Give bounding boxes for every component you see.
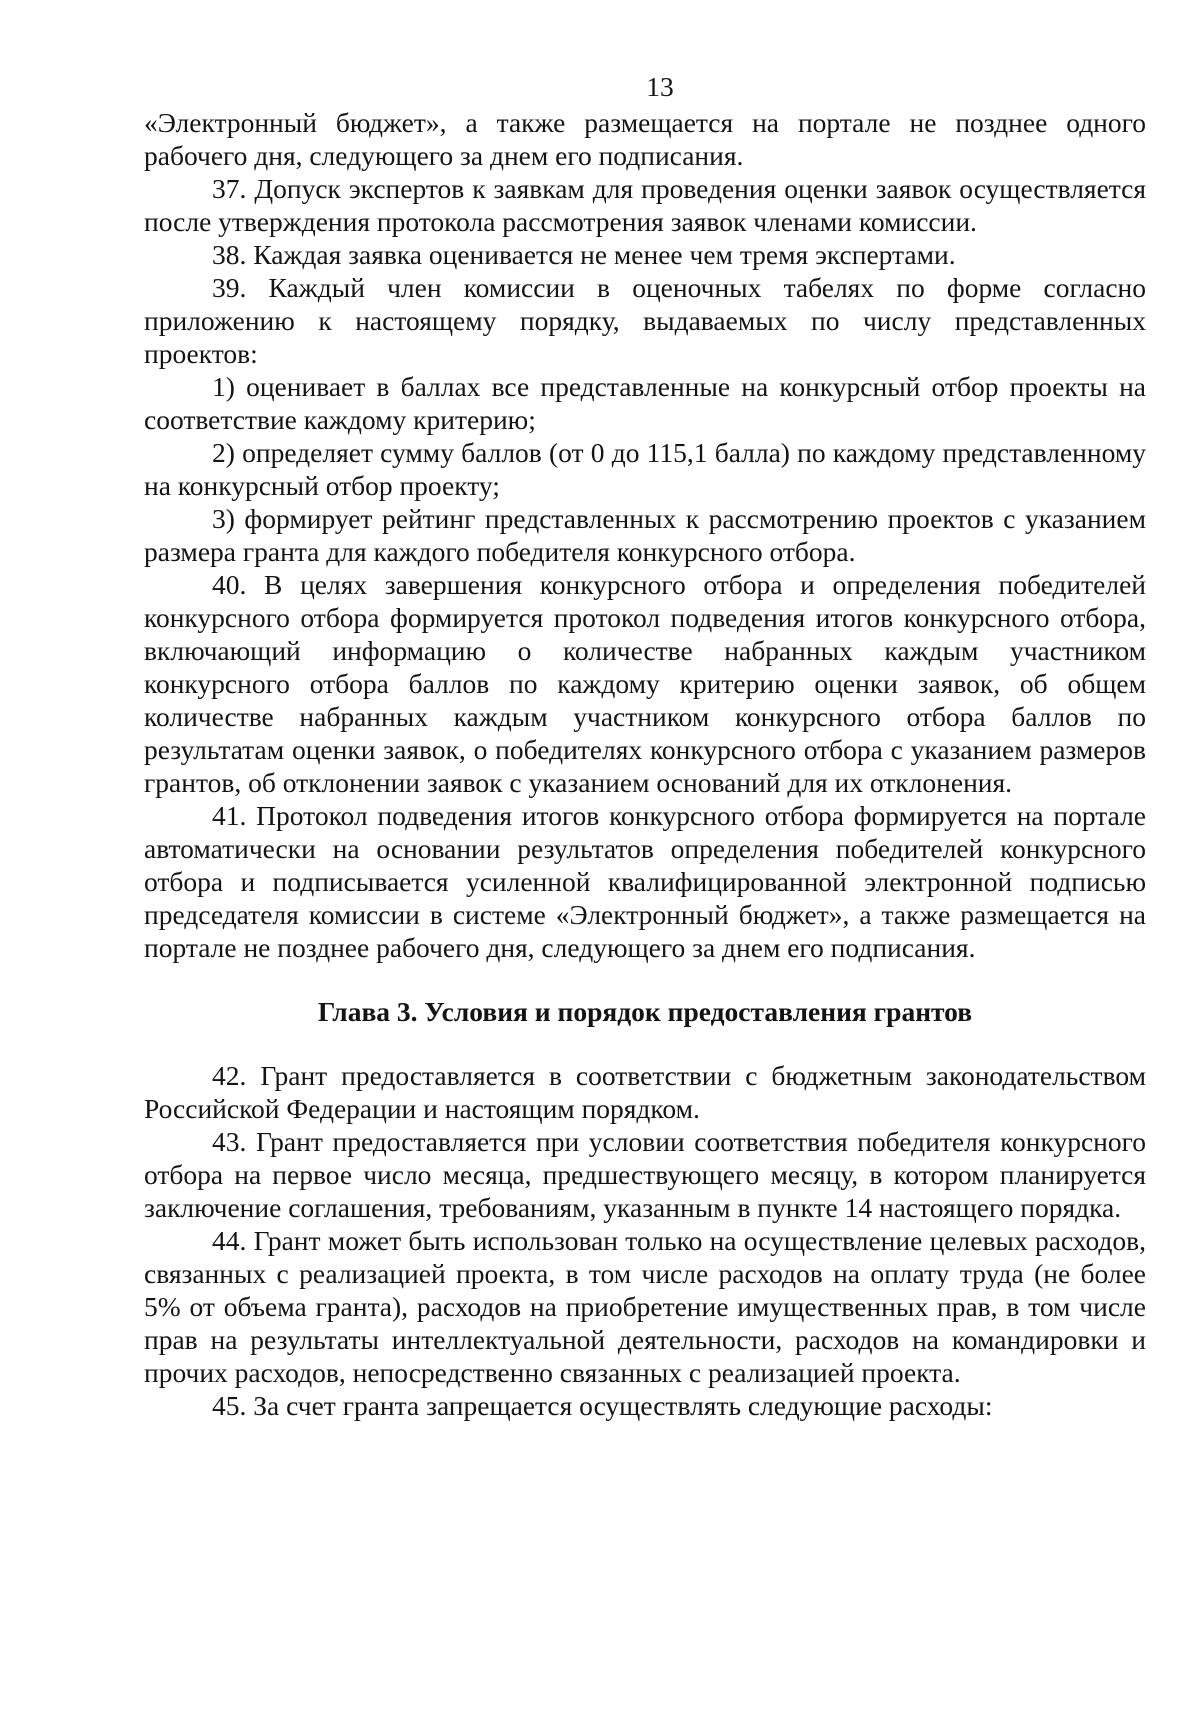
paragraph-42: 42. Грант предоставляется в соответствии с бюджетным законодательством Российской Федерации и настоящим порядком. (144, 1060, 1146, 1124)
page-number: 13 (646, 71, 674, 102)
paragraph-39: 39. Каждый член комиссии в оценочных табелях по форме согласно приложению к настоящему порядку, выдаваемых по числу представленных проектов: (144, 272, 1146, 369)
paragraph-40: 40. В целях завершения конкурсного отбора и определения победителей конкурсного отбора формируется протокол подведения итогов конкурсного отбора, включающий информацию о количестве набранных каждым участником конкурсного отбора баллов по каждому критерию оценки заявок, об общем количестве набранных каждым участником конкурсного отбора баллов по результатам оценки заявок, о победителях конкурсного отбора с указанием размеров грантов, об отклонении заявок с указанием оснований для их отклонения. (144, 569, 1146, 798)
paragraph-37: 37. Допуск экспертов к заявкам для проведения оценки заявок осуществляется после утверждения протокола рассмотрения заявок членами комиссии. (144, 173, 1146, 237)
paragraph-44: 44. Грант может быть использован только на осуществление целевых расходов, связанных с реализацией проекта, в том числе расходов на оплату труда (не более 5% от объема гранта), расходов на приобретение имущественных прав, в том числе прав на результаты интеллектуальной деятельности, расходов на командировки и прочих расходов, непосредственно связанных с реализацией проекта. (144, 1225, 1146, 1388)
section-after-heading (144, 1059, 1146, 1422)
paragraph-36-continuation: «Электронный бюджет», а также размещается на портале не позднее одного рабочего дня, следующего за днем его подписания. (144, 107, 1146, 171)
paragraph-43: 43. Грант предоставляется при условии соответствия победителя конкурсного отбора на первое число месяца, предшествующего месяцу, в котором планируется заключение соглашения, требованиям, указанным в пункте 14 настоящего порядка. (144, 1126, 1146, 1223)
section-before-heading (144, 106, 1146, 964)
chapter-heading: Глава 3. Условия и порядок предоставления грантов (317, 996, 973, 1027)
paragraph-39-item-2: 2) определяет сумму баллов (от 0 до 115,1 балла) по каждому представленному на конкурсный отбор проекту; (144, 437, 1146, 501)
paragraph-39-item-1: 1) оценивает в баллах все представленные на конкурсный отбор проекты на соответствие каждому критерию; (144, 371, 1146, 435)
paragraph-38: 38. Каждая заявка оценивается не менее чем тремя экспертами. (212, 239, 956, 270)
paragraph-45: 45. За счет гранта запрещается осуществлять следующие расходы: (212, 1390, 993, 1421)
paragraph-41: 41. Протокол подведения итогов конкурсного отбора формируется на портале автоматически на основании результатов определения победителей конкурсного отбора и подписывается усиленной квалифицированной электронной подписью председателя комиссии в системе «Электронный бюджет», а также размещается на портале не позднее рабочего дня, следующего за днем его подписания. (144, 800, 1146, 963)
paragraph-39-item-3: 3) формирует рейтинг представленных к рассмотрению проектов с указанием размера гранта для каждого победителя конкурсного отбора. (144, 503, 1146, 567)
document-page (144, 70, 1146, 1422)
